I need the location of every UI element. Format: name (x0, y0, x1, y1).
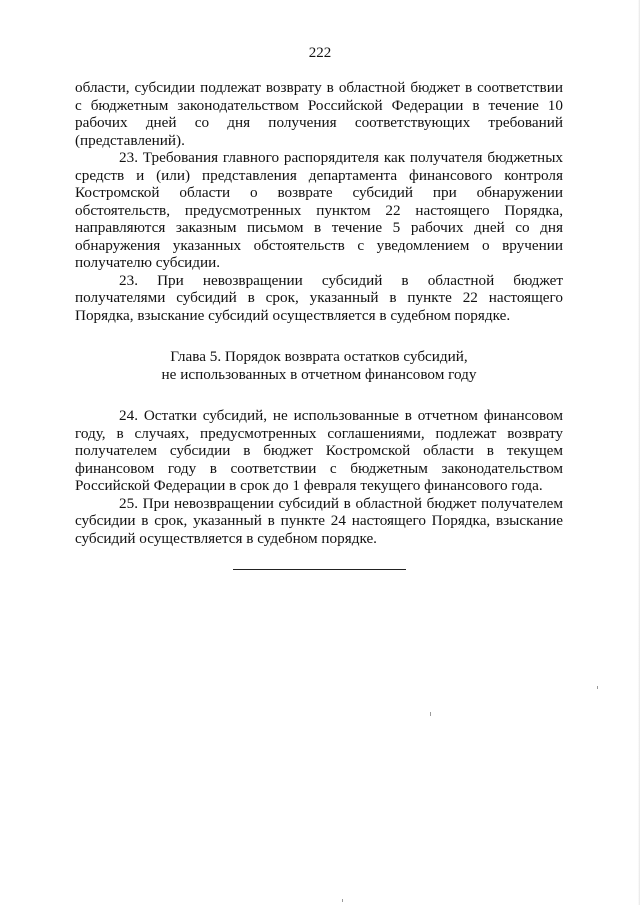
chapter-title-line-2: не использованных в отчетном финансовом году (161, 365, 477, 383)
paragraph-23-requirements: 23. Требования главного распорядителя как получателя бюджетных средств и (или) представления департамента финансового контроля Костромской области о возврате субсидий при обнаружении обстоятельств, предусмотренных пунктом 22 настоящего Порядка, направляются заказным письмом в течение 5 рабочих дней со дня обнаружения указанных обстоятельств с уведомлением о вручении получателю субсидии. (75, 149, 563, 271)
document-body (75, 79, 563, 547)
paragraph-23-non-return: 23. При невозвращении субсидий в областной бюджет получателями субсидий в срок, указанный в пункте 22 настоящего Порядка, взыскание субсидий осуществляется в судебном порядке. (75, 271, 563, 324)
scan-speck (597, 686, 598, 689)
chapter-title-line-1: Глава 5. Порядок возврата остатков субсидий, (170, 348, 468, 365)
paragraph-25-non-return: 25. При невозвращении субсидий в областной бюджет получателем субсидии в срок, указанный в пункте 24 настоящего Порядка, взыскание субсидий осуществляется в судебном порядке. (75, 494, 563, 547)
paragraph-continuation: области, субсидии подлежат возврату в областной бюджет в соответствии с бюджетным законодательством Российской Федерации в течение 10 рабочих дней со дня получения соответствующих требований (представлений). (75, 79, 563, 149)
scan-speck (430, 712, 431, 716)
page-number: 222 (308, 45, 332, 61)
chapter-5-title (75, 348, 563, 383)
closing-separator-line (233, 569, 406, 570)
scan-speck (342, 899, 343, 902)
paragraph-24-remainders: 24. Остатки субсидий, не использованные в отчетном финансовом году, в случаях, предусмотренных соглашениями, подлежат возврату получателем субсидии в бюджет Костромской области в текущем финансовом году в соответствии с бюджетным законодательством Российской Федерации в срок до 1 февраля текущего финансового года. (75, 407, 563, 494)
